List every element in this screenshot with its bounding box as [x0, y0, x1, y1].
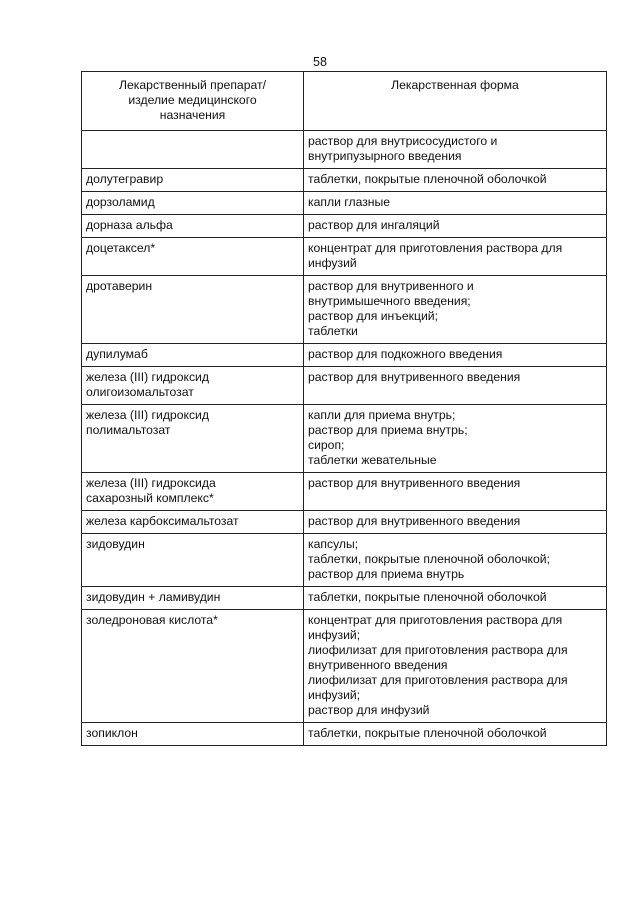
cell-line: внутривенного введения	[308, 658, 448, 672]
table-row	[82, 169, 607, 192]
cell-line: раствор для внутрисосудистого и	[308, 134, 498, 148]
table-row	[82, 587, 607, 610]
cell-line: железа (III) гидроксид	[86, 370, 209, 384]
cell-line: железа карбоксимальтозат	[86, 514, 239, 528]
table-row	[82, 238, 607, 276]
table-row	[82, 215, 607, 238]
dosage-form-cell	[304, 405, 607, 473]
cell-line: внутримышечного введения;	[308, 294, 471, 308]
cell-line: раствор для внутривенного введения	[308, 476, 521, 490]
drug-name-cell	[82, 405, 304, 473]
cell-line: раствор для приема внутрь;	[308, 423, 468, 437]
drug-name-cell	[82, 276, 304, 344]
cell-line: инфузий;	[308, 688, 361, 702]
cell-line: Лекарственный препарат/	[119, 78, 266, 92]
cell-line: раствор для подкожного введения	[308, 347, 503, 361]
dosage-form-cell	[304, 215, 607, 238]
drug-name-cell	[82, 344, 304, 367]
cell-line: зидовудин + ламивудин	[86, 590, 221, 604]
drug-name-cell	[82, 192, 304, 215]
table-row	[82, 511, 607, 534]
drug-name-cell	[82, 169, 304, 192]
cell-line: дорназа альфа	[86, 218, 173, 232]
cell-line: таблетки	[308, 324, 358, 338]
cell-line: олигоизомальтозат	[86, 385, 194, 399]
cell-line: дупилумаб	[86, 347, 148, 361]
drug-table	[81, 71, 607, 746]
drug-name-cell	[82, 534, 304, 587]
cell-line: таблетки, покрытые пленочной оболочкой	[308, 172, 547, 186]
table-row	[82, 610, 607, 723]
cell-line: капли для приема внутрь;	[308, 408, 456, 422]
cell-line: зопиклон	[86, 726, 138, 740]
cell-line: раствор для инъекций;	[308, 309, 438, 323]
table-row	[82, 344, 607, 367]
cell-line: сахарозный комплекс*	[86, 491, 214, 505]
table-body	[82, 131, 607, 746]
cell-line: дротаверин	[86, 279, 153, 293]
cell-line: сироп;	[308, 438, 345, 452]
dosage-form-cell	[304, 534, 607, 587]
dosage-form-cell	[304, 587, 607, 610]
cell-line: капсулы;	[308, 537, 359, 551]
drug-name-cell	[82, 610, 304, 723]
table-row	[82, 276, 607, 344]
cell-line: внутрипузырного введения	[308, 149, 462, 163]
cell-line: таблетки жевательные	[308, 453, 437, 467]
header-drug-name	[82, 72, 304, 131]
cell-line: раствор для внутривенного и	[308, 279, 474, 293]
header-dosage-form	[304, 72, 607, 131]
table-row	[82, 192, 607, 215]
drug-name-cell	[82, 723, 304, 746]
drug-name-cell	[82, 587, 304, 610]
cell-line: раствор для внутривенного введения	[308, 514, 521, 528]
page-number: 58	[313, 55, 327, 69]
cell-line: концентрат для приготовления раствора для	[308, 613, 563, 627]
drug-name-cell	[82, 473, 304, 511]
cell-line: таблетки, покрытые пленочной оболочкой	[308, 726, 547, 740]
table-row	[82, 473, 607, 511]
cell-line: полимальтозат	[86, 423, 171, 437]
cell-line: зидовудин	[86, 537, 145, 551]
drug-name-cell	[82, 131, 304, 169]
dosage-form-cell	[304, 238, 607, 276]
cell-line: инфузий;	[308, 628, 361, 642]
cell-line: железа (III) гидроксид	[86, 408, 209, 422]
cell-line: лиофилизат для приготовления раствора для	[308, 673, 568, 687]
dosage-form-cell	[304, 723, 607, 746]
dosage-form-cell	[304, 344, 607, 367]
table-header-row	[82, 72, 607, 131]
cell-line: изделие медицинского	[128, 93, 257, 107]
table-row	[82, 534, 607, 587]
dosage-form-cell	[304, 473, 607, 511]
drug-name-cell	[82, 367, 304, 405]
dosage-form-cell	[304, 511, 607, 534]
dosage-form-cell	[304, 169, 607, 192]
dosage-form-cell	[304, 367, 607, 405]
cell-line: доцетаксел*	[86, 241, 156, 255]
cell-line: концентрат для приготовления раствора для	[308, 241, 563, 255]
cell-line: железа (III) гидроксида	[86, 476, 216, 490]
table-row	[82, 405, 607, 473]
cell-line: инфузий	[308, 256, 357, 270]
dosage-form-cell	[304, 192, 607, 215]
cell-line: лиофилизат для приготовления раствора для	[308, 643, 568, 657]
table-row	[82, 367, 607, 405]
cell-line: таблетки, покрытые пленочной оболочкой	[308, 590, 547, 604]
dosage-form-cell	[304, 131, 607, 169]
cell-line: долутегравир	[86, 172, 164, 186]
table-row	[82, 131, 607, 169]
dosage-form-cell	[304, 610, 607, 723]
drug-name-cell	[82, 238, 304, 276]
drug-name-cell	[82, 215, 304, 238]
drug-name-cell	[82, 511, 304, 534]
cell-line: дорзоламид	[86, 195, 155, 209]
table-row	[82, 723, 607, 746]
cell-line: золедроновая кислота*	[86, 613, 218, 627]
cell-line: раствор для приема внутрь	[308, 567, 465, 581]
cell-line: таблетки, покрытые пленочной оболочкой;	[308, 552, 550, 566]
cell-line: раствор для ингаляций	[308, 218, 440, 232]
dosage-form-cell	[304, 276, 607, 344]
cell-line: раствор для внутривенного введения	[308, 370, 521, 384]
cell-line: раствор для инфузий	[308, 703, 430, 717]
cell-line: капли глазные	[308, 195, 391, 209]
cell-line: назначения	[159, 108, 226, 122]
cell-line: Лекарственная форма	[391, 78, 519, 92]
